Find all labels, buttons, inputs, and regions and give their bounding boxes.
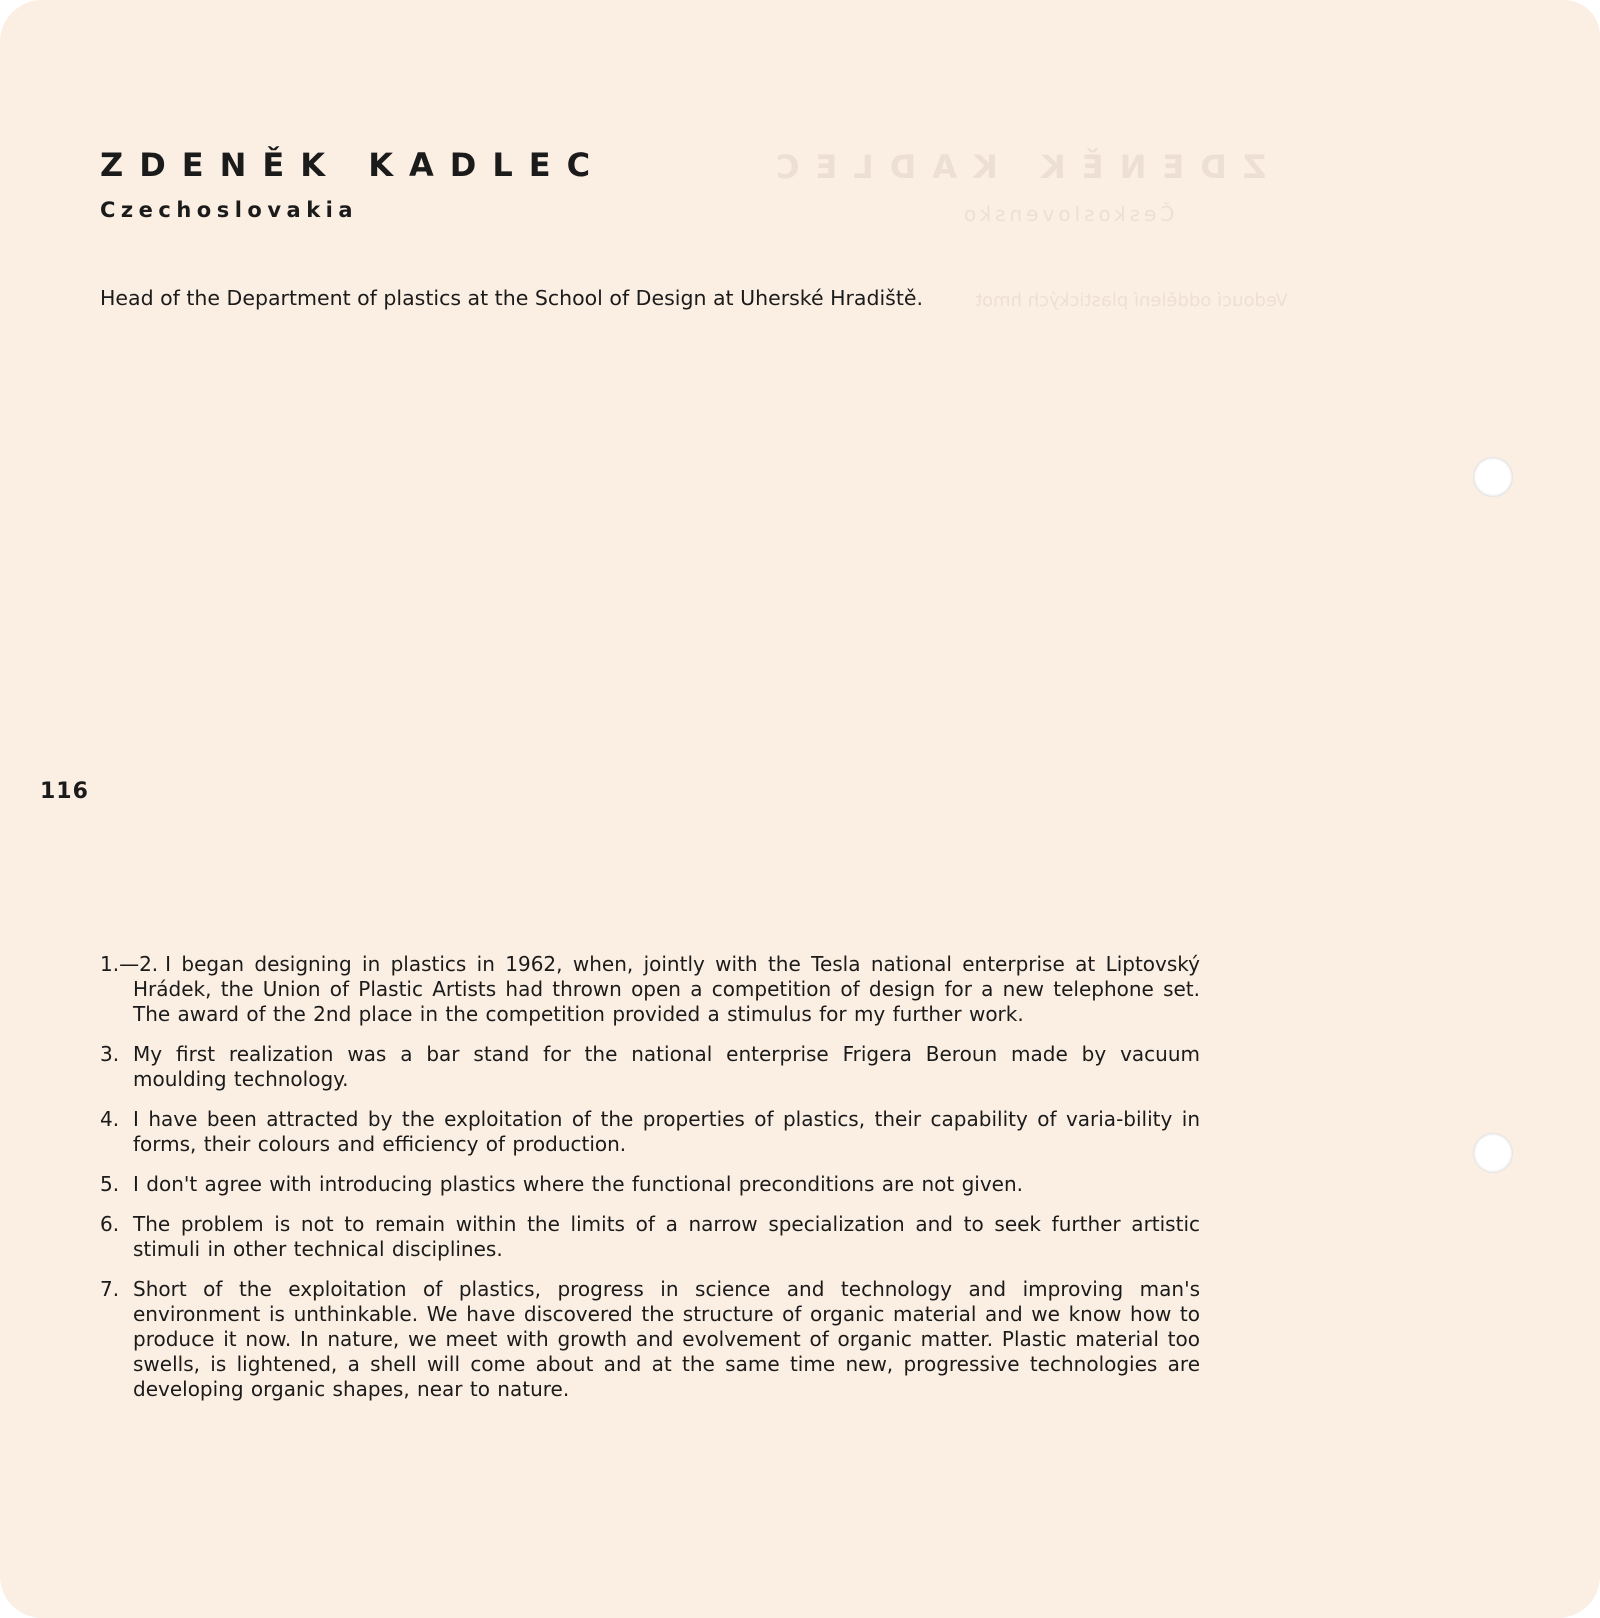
- binder-hole-lower: [1473, 1133, 1513, 1173]
- answer-item: [100, 1042, 1200, 1092]
- answer-number: 5.: [100, 1172, 120, 1196]
- answer-number: 6.: [100, 1212, 120, 1236]
- answer-text: Short of the exploitation of plastics, progress in science and technology and improving man's environment is unthinkable. We have discovered the structure of organic material and we know how to produce it now. In nature, we meet with growth and evolvement of organic matter. Plastic material too swells, is lightened, a shell will come about and at the same time new, progressive technologies are developing organic shapes, near to nature.: [133, 1277, 1200, 1401]
- answer-item: [100, 952, 1200, 1027]
- answer-number: 3.: [100, 1042, 120, 1066]
- answer-text: I began designing in plastics in 1962, when, jointly with the Tesla national enterprise at Liptovský Hrádek, the Union of Plastic Artists had thrown open a competition of design for a new telephone set. The award of the 2nd place in the competition provided a stimulus for my further work.: [133, 952, 1200, 1026]
- answer-item: [100, 1107, 1200, 1157]
- reverse-side-bleed-name: ZDENĚK KADLEC: [760, 148, 1267, 186]
- answer-number: 4.: [100, 1107, 120, 1131]
- answer-text: I don't agree with introducing plastics where the functional preconditions are not given.: [133, 1172, 1023, 1196]
- answer-item: [100, 1277, 1200, 1402]
- page-number: 116: [40, 779, 89, 804]
- answer-item: [100, 1172, 1200, 1197]
- answer-text: The problem is not to remain within the limits of a narrow specialization and to seek further artistic stimuli in other technical disciplines.: [133, 1212, 1200, 1261]
- answer-text: I have been attracted by the exploitation of the properties of plastics, their capability of varia-bility in forms, their colours and efficiency of production.: [133, 1107, 1200, 1156]
- reverse-side-bleed-role: Vedoucí oddělení plastických hmot: [975, 290, 1288, 311]
- answer-text: My first realization was a bar stand for the national enterprise Frigera Beroun made by vacuum moulding technology.: [133, 1042, 1200, 1091]
- answer-item: [100, 1212, 1200, 1262]
- designer-name: ZDENĚK KADLEC: [100, 146, 607, 184]
- designer-role: Head of the Department of plastics at the School of Design at Uherské Hradiště.: [100, 286, 924, 310]
- answers-list: [100, 952, 1200, 1417]
- designer-country: Czechoslovakia: [100, 198, 359, 222]
- answer-number: 1.—2.: [100, 952, 159, 976]
- reverse-side-bleed-country: Československo: [960, 202, 1175, 226]
- answer-number: 7.: [100, 1277, 120, 1301]
- binder-hole-upper: [1473, 457, 1513, 497]
